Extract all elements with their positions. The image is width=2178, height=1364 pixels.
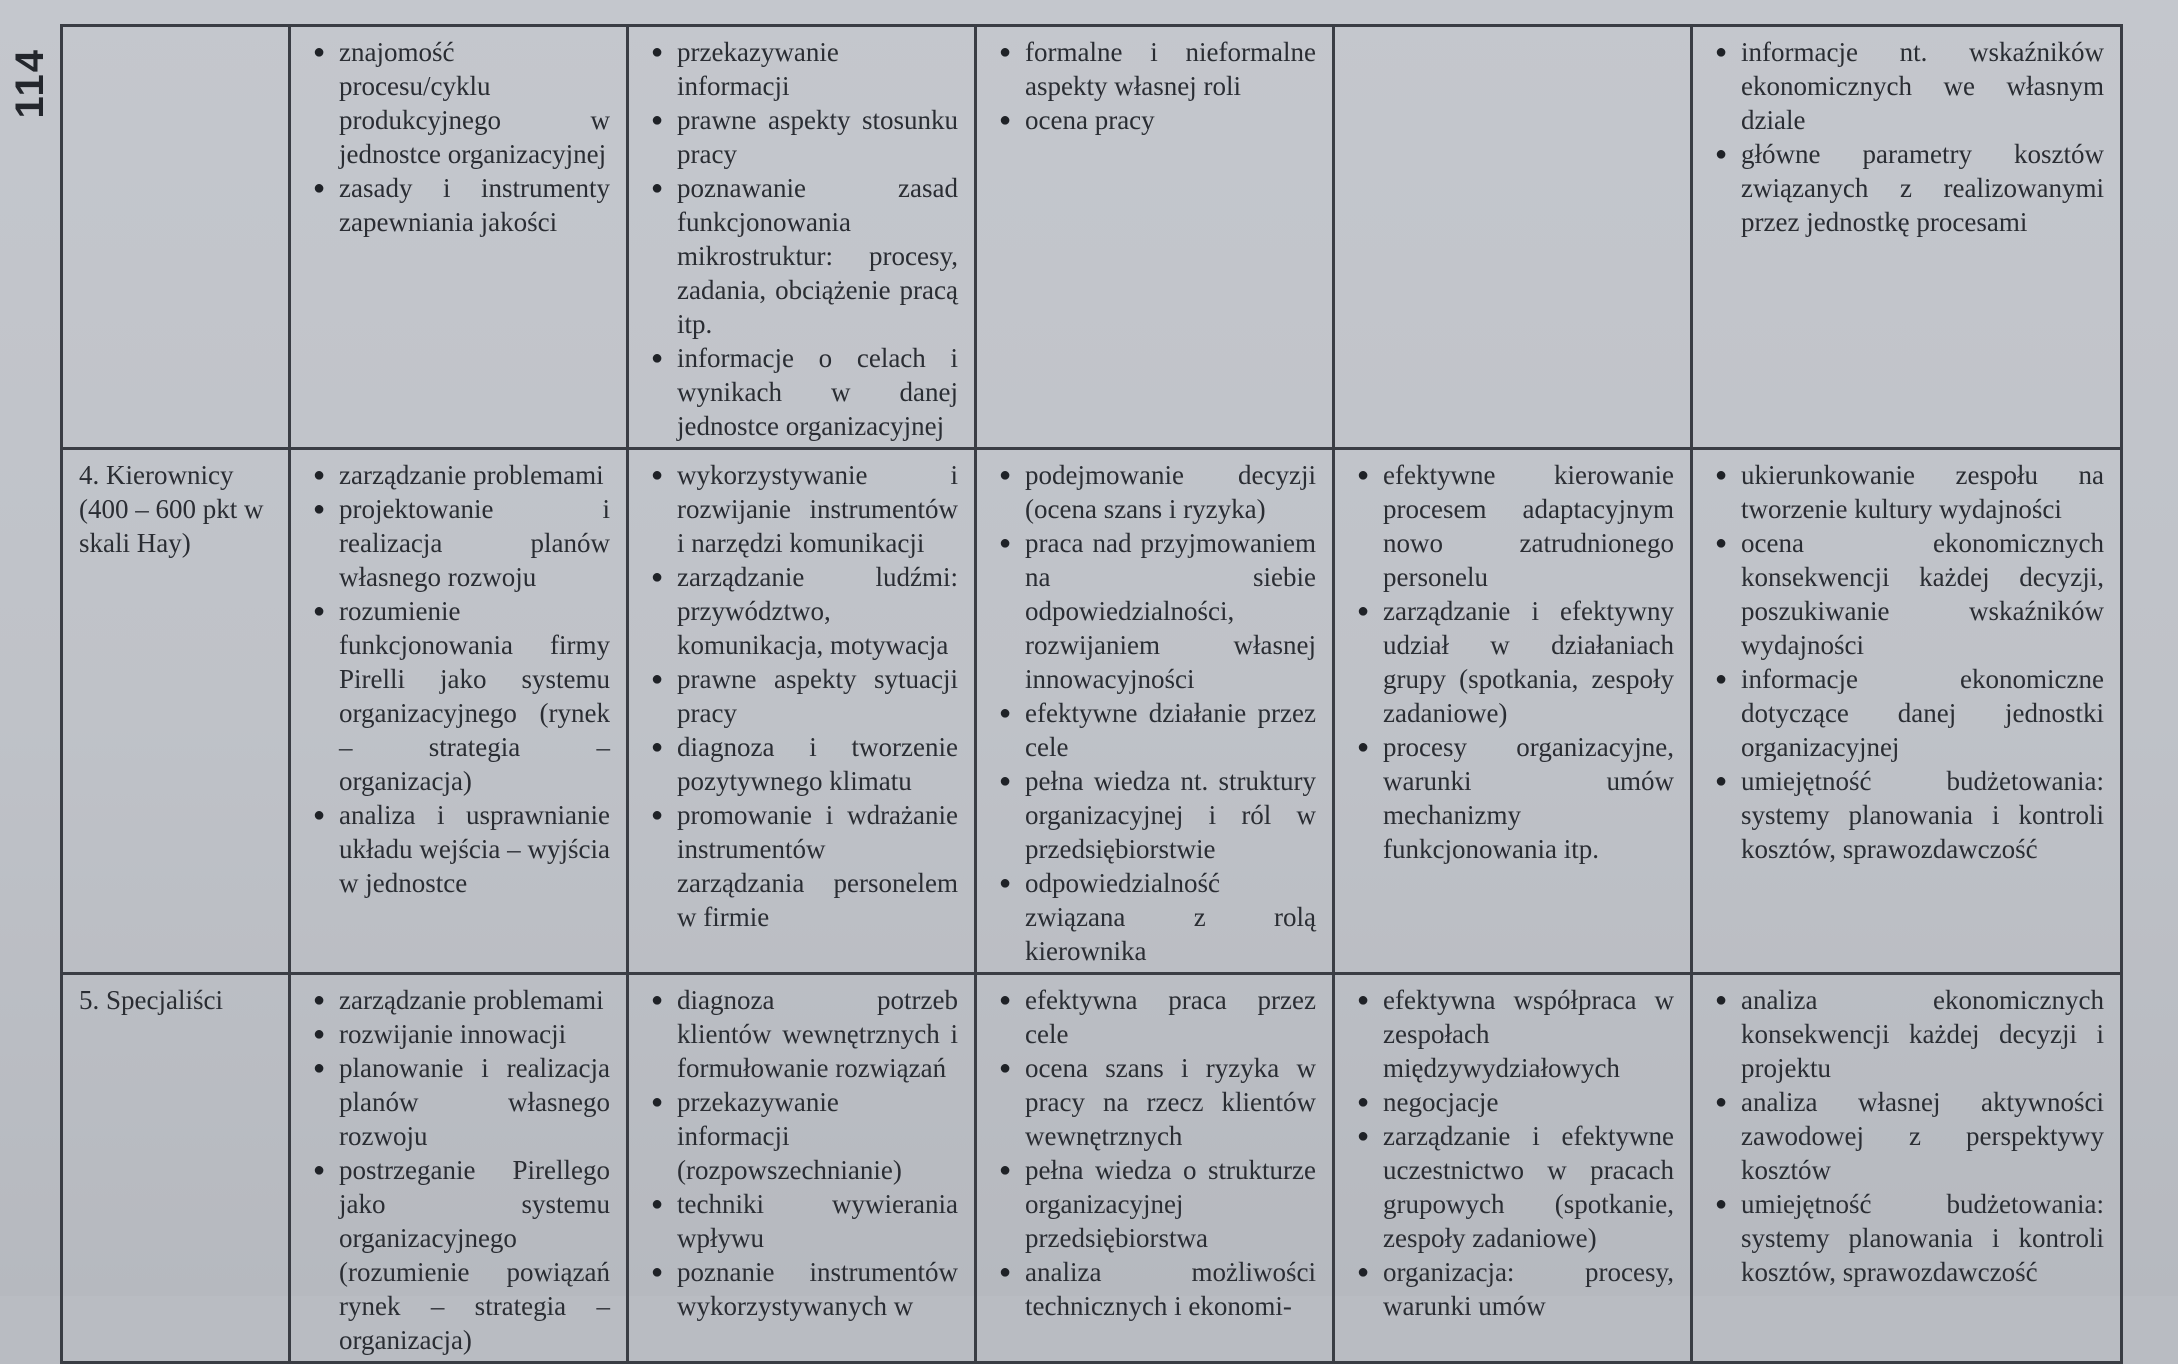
bullet-list (313, 458, 610, 900)
bullet-item: ● negocjacje (1357, 1085, 1674, 1119)
bullet-item: ● ukierunkowanie zespołu na tworzenie kultury wydajności (1715, 458, 2104, 526)
table-cell (1692, 974, 2122, 1363)
competency-table (60, 24, 2123, 1364)
table-cell (976, 974, 1334, 1363)
bullet-list (999, 35, 1316, 137)
bullet-item: ● analiza własnej aktywności zawodowej z perspektywy kosztów (1715, 1085, 2104, 1187)
table-cell (290, 449, 628, 974)
bullet-item: ● główne parametry kosztów związanych z realizowanymi przez jednostkę procesami (1715, 137, 2104, 239)
table-body (62, 26, 2122, 1363)
bullet-item: ● informacje nt. wskaźników ekonomicznych we własnym dziale (1715, 35, 2104, 137)
bullet-item: ● zarządzanie problemami (313, 458, 610, 492)
table-cell (976, 26, 1334, 449)
bullet-list (651, 983, 958, 1323)
bullet-item: ● zasady i instrumenty zapewniania jakości (313, 171, 610, 239)
bullet-list (999, 458, 1316, 968)
bullet-item: ● umiejętność budżetowania: systemy planowania i kontroli kosztów, sprawozdawczość (1715, 1187, 2104, 1289)
bullet-item: ● promowanie i wdrażanie instrumentów zarządzania personelem w firmie (651, 798, 958, 934)
bullet-item: ● formalne i nieformalne aspekty własnej roli (999, 35, 1316, 103)
bullet-item: ● prawne aspekty sytuacji pracy (651, 662, 958, 730)
bullet-item: ● analiza możliwości technicznych i ekonomi- (999, 1255, 1316, 1323)
bullet-list (1715, 458, 2104, 866)
bullet-item: ● informacje ekonomiczne dotyczące danej jednostki organizacyjnej (1715, 662, 2104, 764)
competency-table-wrapper (60, 24, 2120, 1355)
bullet-list (1715, 35, 2104, 239)
row-label: 4. Kierownicy (400 – 600 pkt w skali Hay) (62, 449, 290, 974)
bullet-item: ● umiejętność budżetowania: systemy planowania i kontroli kosztów, sprawozdawczość (1715, 764, 2104, 866)
table-cell (628, 449, 976, 974)
row-label (62, 26, 290, 449)
bullet-item: ● informacje o celach i wynikach w danej jednostce organizacyjnej (651, 341, 958, 443)
bullet-item: ● przekazywanie informacji (651, 35, 958, 103)
bullet-item: ● postrzeganie Pirellego jako systemu organizacyjnego (rozumienie powiązań rynek – strategia – organizacja) (313, 1153, 610, 1357)
bullet-list (651, 35, 958, 443)
page-number: 114 (8, 48, 52, 119)
bullet-list (999, 983, 1316, 1323)
bullet-item: ● zarządzanie problemami (313, 983, 610, 1017)
table-cell (1692, 26, 2122, 449)
bullet-item: ● pełna wiedza o strukturze organizacyjnej przedsiębiorstwa (999, 1153, 1316, 1255)
table-cell (1692, 449, 2122, 974)
bullet-list (1357, 983, 1674, 1323)
bullet-item: ● podejmowanie decyzji (ocena szans i ryzyka) (999, 458, 1316, 526)
bullet-item: ● diagnoza i tworzenie pozytywnego klimatu (651, 730, 958, 798)
bullet-item: ● ocena szans i ryzyka w pracy na rzecz klientów wewnętrznych (999, 1051, 1316, 1153)
bullet-item: ● ocena pracy (999, 103, 1316, 137)
table-cell (628, 974, 976, 1363)
table-cell (1334, 449, 1692, 974)
bullet-item: ● odpowiedzialność związana z rolą kierownika (999, 866, 1316, 968)
bullet-item: ● efektywna współpraca w zespołach międzywydziałowych (1357, 983, 1674, 1085)
bullet-list (313, 983, 610, 1357)
bullet-item: ● poznawanie zasad funkcjonowania mikrostruktur: procesy, zadania, obciążenie pracą itp. (651, 171, 958, 341)
table-cell (290, 26, 628, 449)
bullet-item: ● organizacja: procesy, warunki umów (1357, 1255, 1674, 1323)
bullet-list (313, 35, 610, 239)
bullet-item: ● wykorzystywanie i rozwijanie instrumentów i narzędzi komunikacji (651, 458, 958, 560)
bullet-item: ● poznanie instrumentów wykorzystywanych w (651, 1255, 958, 1323)
bullet-item: ● projektowanie i realizacja planów własnego rozwoju (313, 492, 610, 594)
bullet-item: ● efektywna praca przez cele (999, 983, 1316, 1051)
bullet-item: ● efektywne działanie przez cele (999, 696, 1316, 764)
bullet-item: ● planowanie i realizacja planów własnego rozwoju (313, 1051, 610, 1153)
bullet-item: ● analiza i usprawnianie układu wejścia – wyjścia w jednostce (313, 798, 610, 900)
bullet-item: ● znajomość procesu/cyklu produkcyjnego w jednostce organizacyjnej (313, 35, 610, 171)
bullet-item: ● techniki wywierania wpływu (651, 1187, 958, 1255)
row-label: 5. Specjaliści (62, 974, 290, 1363)
bullet-list (651, 458, 958, 934)
bullet-item: ● rozumienie funkcjonowania firmy Pirelli jako systemu organizacyjnego (rynek – strategia – organizacja) (313, 594, 610, 798)
table-cell (628, 26, 976, 449)
bullet-item: ● praca nad przyjmowaniem na siebie odpowiedzialności, rozwijaniem własnej innowacyjności (999, 526, 1316, 696)
bullet-list (1715, 983, 2104, 1289)
bullet-item: ● analiza ekonomicznych konsekwencji każdej decyzji i projektu (1715, 983, 2104, 1085)
bullet-item: ● diagnoza potrzeb klientów wewnętrznych i formułowanie rozwiązań (651, 983, 958, 1085)
bullet-item: ● zarządzanie i efektywny udział w działaniach grupy (spotkania, zespoły zadaniowe) (1357, 594, 1674, 730)
table-cell (1334, 26, 1692, 449)
bullet-item: ● zarządzanie i efektywne uczestnictwo w pracach grupowych (spotkanie, zespoły zadaniowe) (1357, 1119, 1674, 1255)
bullet-item: ● zarządzanie ludźmi: przywództwo, komunikacja, motywacja (651, 560, 958, 662)
bullet-item: ● pełna wiedza nt. struktury organizacyjnej i ról w przedsiębiorstwie (999, 764, 1316, 866)
table-row (62, 449, 2122, 974)
bullet-list (1357, 458, 1674, 866)
bullet-item: ● prawne aspekty stosunku pracy (651, 103, 958, 171)
bullet-item: ● rozwijanie innowacji (313, 1017, 610, 1051)
table-cell (1334, 974, 1692, 1363)
bullet-item: ● przekazywanie informacji (rozpowszechnianie) (651, 1085, 958, 1187)
bullet-item: ● efektywne kierowanie procesem adaptacyjnym nowo zatrudnionego personelu (1357, 458, 1674, 594)
table-cell (976, 449, 1334, 974)
table-row (62, 26, 2122, 449)
bullet-item: ● procesy organizacyjne, warunki umów mechanizmy funkcjonowania itp. (1357, 730, 1674, 866)
table-row (62, 974, 2122, 1363)
table-cell (290, 974, 628, 1363)
bullet-item: ● ocena ekonomicznych konsekwencji każdej decyzji, poszukiwanie wskaźników wydajności (1715, 526, 2104, 662)
